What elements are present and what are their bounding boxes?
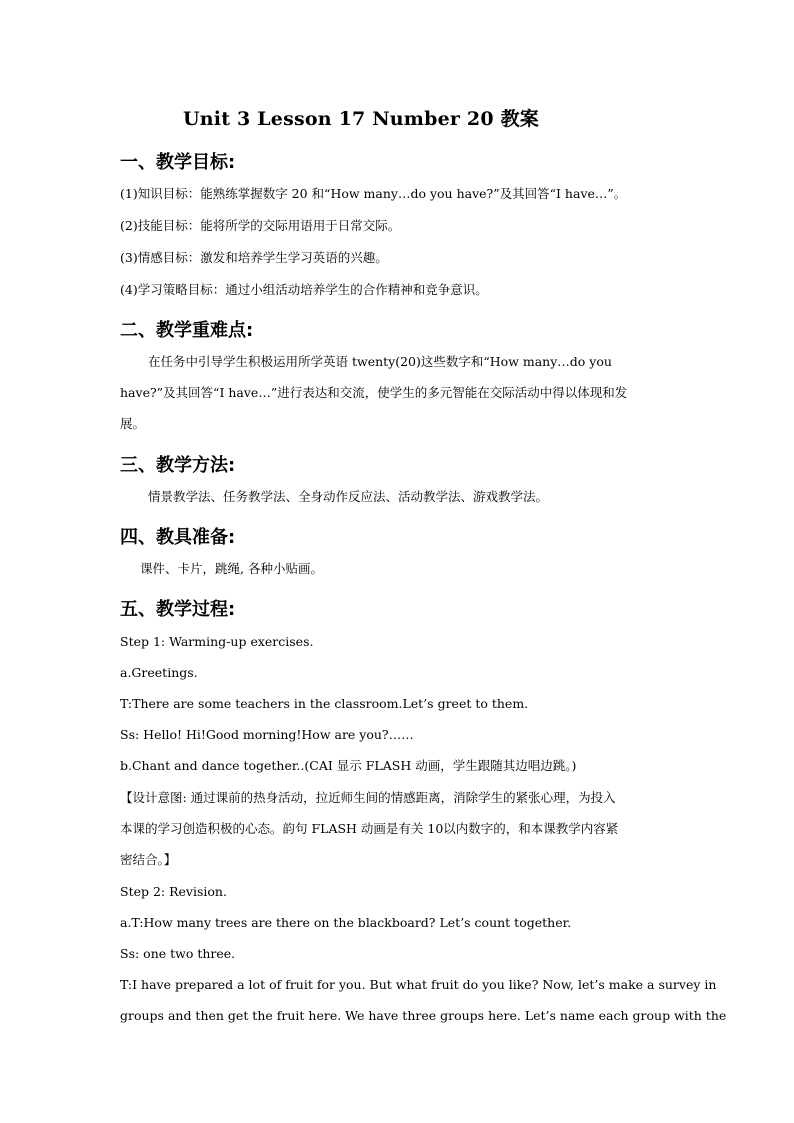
step2-title: Step 2: Revision. (120, 884, 227, 899)
objective-knowledge: (1)知识目标：能熟练掌握数字 20 和“How many…do you have?”及其回答“I have…”。 (120, 186, 627, 201)
key-points-line-3: 展。 (120, 416, 146, 431)
step2-teacher-survey-2: groups and then get the fruit here. We have three groups here. Let’s name each group with the (120, 1008, 727, 1023)
section-heading-process: 五、教学过程: (120, 599, 236, 620)
methods-text: 情景教学法、任务教学法、全身动作反应法、活动教学法、游戏教学法。 (148, 489, 549, 504)
document-title: Unit 3 Lesson 17 Number 20 教案 (183, 108, 539, 130)
step2-students-answer: Ss: one two three. (120, 946, 236, 961)
design-intent-line-3: 密结合。】 (120, 852, 177, 867)
key-points-line-2: have?”及其回答“I have…”进行表达和交流，使学生的多元智能在交际活动中得以体现和发 (120, 385, 628, 400)
step1-chant-line: b.Chant and dance together..(CAI 显示 FLASH 动画，学生跟随其边唱边跳。) (120, 758, 577, 773)
key-points-line-1: 在任务中引导学生积极运用所学英语 twenty(20)这些数字和“How many…do you (148, 354, 612, 369)
step2-teacher-question: a.T:How many trees are there on the blackboard? Let’s count together. (120, 915, 572, 930)
step1-students-line: Ss: Hello! Hi!Good morning!How are you?…… (120, 727, 414, 742)
section-heading-materials: 四、教具准备: (120, 527, 236, 548)
section-heading-objectives: 一、教学目标: (120, 152, 236, 173)
design-intent-line-1: 【设计意图: 通过课前的热身活动，拉近师生间的情感距离，消除学生的紧张心理，为投入 (120, 790, 616, 805)
step1-title: Step 1: Warming-up exercises. (120, 634, 314, 649)
objective-skill: (2)技能目标：能将所学的交际用语用于日常交际。 (120, 218, 401, 233)
section-heading-key-points: 二、教学重难点: (120, 320, 254, 341)
step1-greetings: a.Greetings. (120, 665, 198, 680)
objective-strategy: (4)学习策略目标：通过小组活动培养学生的合作精神和竞争意识。 (120, 282, 488, 297)
design-intent-line-2: 本课的学习创造积极的心态。韵句 FLASH 动画是有关 10以内数字的，和本课教学内容紧 (120, 821, 619, 836)
section-heading-methods: 三、教学方法: (120, 455, 236, 476)
materials-text: 课件、卡片，跳绳, 各种小贴画。 (140, 561, 323, 576)
objective-emotion: (3)情感目标：激发和培养学生学习英语的兴趣。 (120, 250, 388, 265)
step2-teacher-survey-1: T:I have prepared a lot of fruit for you. But what fruit do you like? Now, let’s make a survey in (120, 977, 717, 992)
step1-teacher-line: T:There are some teachers in the classroom.Let’s greet to them. (120, 696, 529, 711)
